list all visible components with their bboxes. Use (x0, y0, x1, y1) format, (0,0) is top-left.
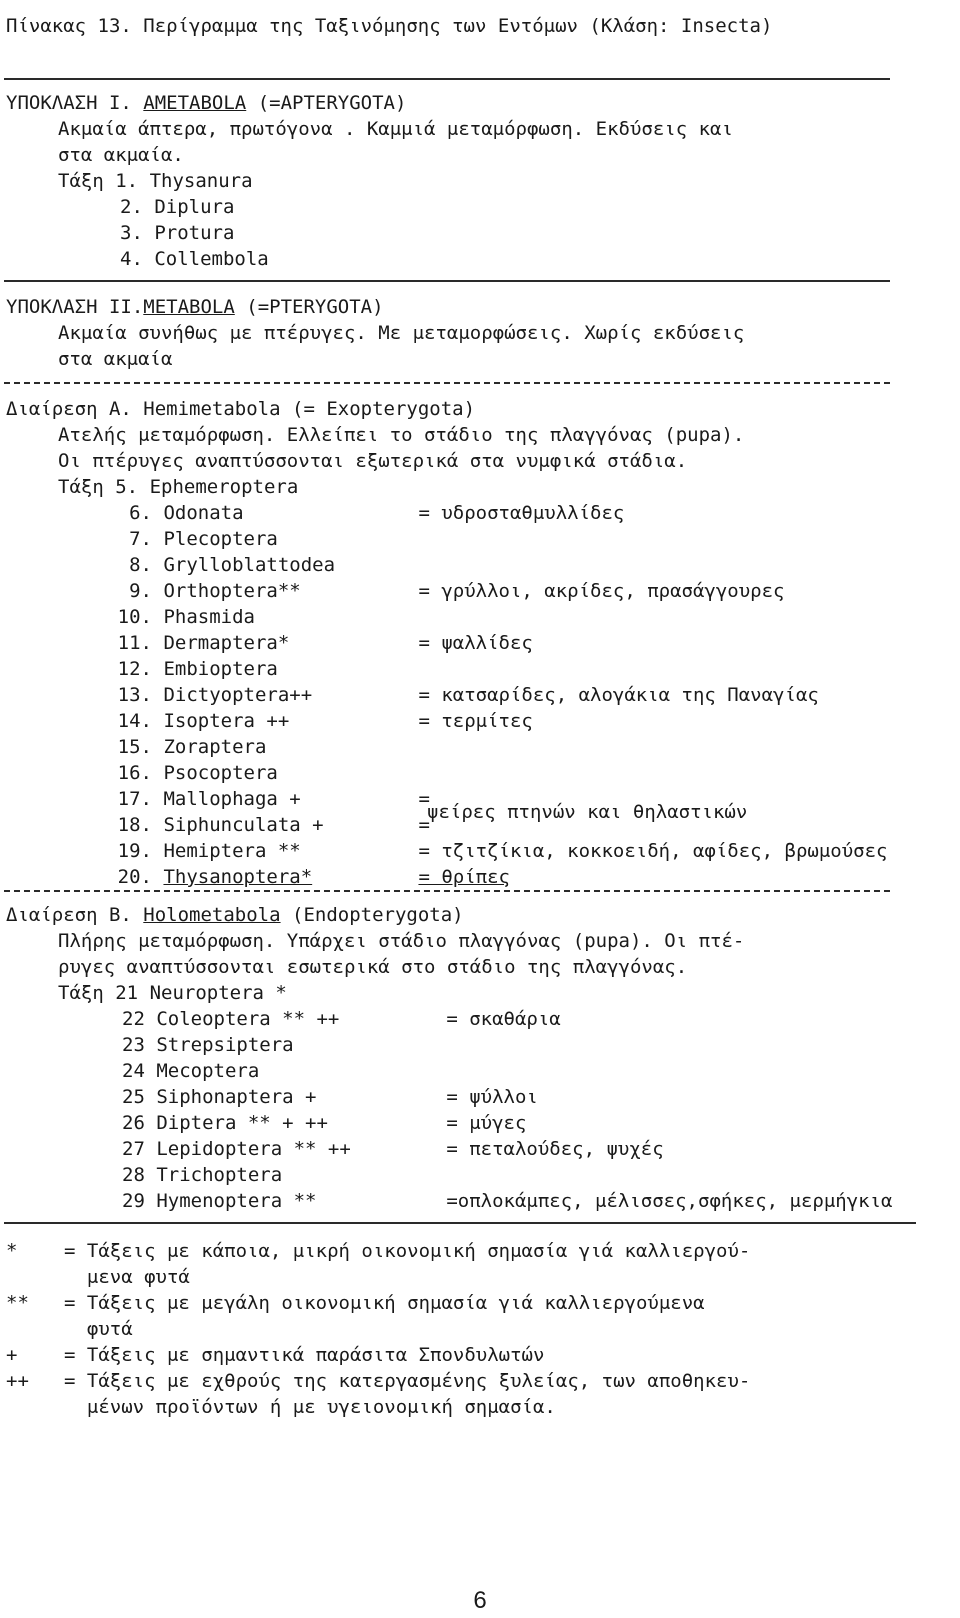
subclass2-name: METABOLA (143, 296, 235, 318)
legend-text: φυτά (64, 1318, 133, 1340)
order-name: Grylloblattodea (163, 554, 336, 576)
subclass1-suffix: (=APTERYGOTA) (257, 92, 407, 114)
legend-symbol: ** (6, 1292, 29, 1314)
order-row (122, 1162, 446, 1188)
legend-text: = Τάξεις με εχθρούς της κατεργασμένης ξυλείας, των αποθηκευ- (64, 1370, 751, 1392)
order-num: 3. (120, 222, 143, 244)
divisionA-heading (6, 396, 475, 422)
order-name: Siphunculata + (163, 814, 324, 836)
order-common: = τερμίτες (418, 710, 533, 732)
legend-text: = Τάξεις με σημαντικά παράσιτα Σπονδυλωτών (64, 1344, 545, 1366)
dashed-rule (4, 382, 890, 384)
order-row (58, 980, 287, 1006)
order-common: = (418, 788, 430, 810)
orders-prefix: Τάξη (58, 982, 104, 1004)
order-num: 18. (117, 814, 152, 836)
order-num: 17. (117, 788, 152, 810)
divisionA-name: Hemimetabola (= Exopterygota) (143, 398, 476, 420)
order-name: Collembola (154, 248, 269, 270)
order-row (120, 220, 234, 246)
order-num: 6. (129, 502, 152, 524)
order-row (112, 838, 887, 864)
order-row (58, 474, 298, 500)
order-name: Lepidoptera ** ++ (156, 1138, 351, 1160)
rule-top (4, 78, 890, 80)
legend-symbol: * (6, 1240, 18, 1262)
order-row (112, 630, 533, 656)
order-name: Orthoptera** (163, 580, 301, 602)
order-common: = (418, 814, 430, 836)
order-common: =οπλοκάμπες, μέλισσες,σφήκες, μερμήγκια (446, 1190, 893, 1212)
order-common: = κατσαρίδες, αλογάκια της Παναγίας (418, 684, 819, 706)
order-name: Embioptera (163, 658, 278, 680)
subclass2-heading (6, 294, 384, 320)
divisionB-desc-2: ρυγες αναπτύσσονται εσωτερικά στο στάδιο της πλαγγόνας. (58, 956, 688, 978)
order-row (112, 578, 785, 604)
divisionA-desc-2: Οι πτέρυγες αναπτύσσονται εξωτερικά στα νυμφικά στάδια. (58, 450, 688, 472)
order-name: Zoraptera (163, 736, 267, 758)
order-name: Strepsiptera (156, 1034, 294, 1056)
order-name: Neuroptera * (149, 982, 287, 1004)
subclass2-desc-1: Ακμαία συνήθως με πτέρυγες. Με μεταμορφώσεις. Χωρίς εκδύσεις (58, 322, 745, 344)
order-num: 5. (115, 476, 139, 498)
order-num: 16. (117, 762, 152, 784)
order-name: Mallophaga + (163, 788, 301, 810)
order-name: Coleoptera ** ++ (156, 1008, 340, 1030)
order-num: 22 (122, 1008, 145, 1030)
order-row (112, 760, 418, 786)
page-number: 6 (473, 1587, 487, 1614)
order-common: = μύγες (446, 1112, 527, 1134)
order-num: 12. (117, 658, 152, 680)
order-name: Phasmida (163, 606, 255, 628)
order-num: 11. (117, 632, 152, 654)
order-name: Hemiptera ** (163, 840, 301, 862)
order-row (112, 604, 418, 630)
order-num: 20. (117, 866, 152, 888)
order-name: Dermaptera* (163, 632, 290, 654)
order-num: 2. (120, 196, 143, 218)
order-name: Hymenoptera ** (156, 1190, 317, 1212)
order-num: 25 (122, 1086, 145, 1108)
orders-prefix: Τάξη (58, 170, 104, 192)
order-name: Trichoptera (156, 1164, 283, 1186)
order-num: 13. (117, 684, 152, 706)
order-common: = σκαθάρια (446, 1008, 561, 1030)
order-name: Psocoptera (163, 762, 278, 784)
order-num: 14. (117, 710, 152, 732)
order-name: Odonata (163, 502, 244, 524)
legend-text: = Τάξεις με μεγάλη οικονομική σημασία γιά καλλιεργούμενα (64, 1292, 705, 1314)
order-row (112, 552, 418, 578)
rule-bottom (4, 1222, 916, 1224)
order-common: = υδροσταθμυλλίδες (418, 502, 625, 524)
subclass2-prefix: ΥΠΟΚΛΑΣΗ ΙΙ. (6, 296, 144, 318)
lice-common-name: ψείρες πτηνών και θηλαστικών (427, 801, 748, 823)
order-row (122, 1084, 538, 1110)
order-name: Ephemeroptera (149, 476, 299, 498)
divisionB-desc-1: Πλήρης μεταμόρφωση. Υπάρχει στάδιο πλαγγόνας (pupa). Οι πτέ- (58, 930, 745, 952)
order-num: 9. (129, 580, 152, 602)
divisionB-name: Holometabola (143, 904, 281, 926)
order-num: 28 (122, 1164, 145, 1186)
subclass1-desc-1: Ακμαία άπτερα, πρωτόγονα . Καμμιά μεταμόρφωση. Εκδύσεις και (58, 118, 733, 140)
order-common: = ψύλλοι (446, 1086, 538, 1108)
order-row (122, 1110, 526, 1136)
rule-subclass (4, 280, 890, 282)
legend-text: μενα φυτά (64, 1266, 190, 1288)
order-row (112, 734, 418, 760)
order-num: 4. (120, 248, 143, 270)
order-common: = ψαλλίδες (418, 632, 533, 654)
order-row (112, 786, 430, 812)
order-row (112, 812, 430, 838)
order-name: Plecoptera (163, 528, 278, 550)
legend-text: = Τάξεις με κάποια, μικρή οικονομική σημασία γιά καλλιεργού- (64, 1240, 751, 1262)
order-name: Siphonaptera + (156, 1086, 317, 1108)
order-row (122, 1006, 561, 1032)
order-num: 15. (117, 736, 152, 758)
order-row (112, 656, 418, 682)
divisionB-suffix: (Endopterygota) (292, 904, 464, 926)
order-num: 7. (129, 528, 152, 550)
order-num: 29 (122, 1190, 145, 1212)
order-row (122, 1136, 664, 1162)
order-common: = πεταλούδες, ψυχές (446, 1138, 664, 1160)
order-row (120, 246, 269, 272)
divisionB-prefix: Διαίρεση Β. (6, 904, 132, 926)
order-name: Protura (154, 222, 235, 244)
order-row (112, 526, 418, 552)
table-title: Πίνακας 13. Περίγραμμα της Ταξινόμησης των Εντόμων (Κλάση: Insecta) (6, 15, 773, 37)
order-common: = γρύλλοι, ακρίδες, πρασάγγουρες (418, 580, 785, 602)
order-name: Thysanoptera* (163, 866, 313, 888)
order-row (112, 864, 510, 890)
subclass1-prefix: ΥΠΟΚΛΑΣΗ Ι. (6, 92, 132, 114)
subclass2-suffix: (=PTERYGOTA) (246, 296, 384, 318)
order-num: 27 (122, 1138, 145, 1160)
divisionB-heading (6, 902, 464, 928)
order-row (122, 1058, 446, 1084)
order-num: 1. (115, 170, 139, 192)
order-row (122, 1032, 446, 1058)
divisionA-prefix: Διαίρεση Α. (6, 398, 132, 420)
divisionA-desc-1: Ατελής μεταμόρφωση. Ελλείπει το στάδιο της πλαγγόνας (pupa). (58, 424, 745, 446)
order-num: 23 (122, 1034, 145, 1056)
order-num: 8. (129, 554, 152, 576)
order-row (122, 1188, 892, 1214)
order-num: 24 (122, 1060, 145, 1082)
order-num: 26 (122, 1112, 145, 1134)
order-name: Isoptera ++ (163, 710, 290, 732)
order-num: 21 (115, 982, 139, 1004)
legend-symbol: ++ (6, 1370, 29, 1392)
order-row (112, 682, 819, 708)
subclass2-desc-2: στα ακμαία (58, 348, 173, 370)
order-name: Thysanura (149, 170, 253, 192)
order-row (120, 194, 234, 220)
order-row (112, 500, 624, 526)
legend-symbol: + (6, 1344, 18, 1366)
order-name: Dictyoptera++ (163, 684, 313, 706)
order-row (112, 708, 533, 734)
order-row (58, 168, 253, 194)
legend-text: μένων προϊόντων ή με υγειονομική σημασία. (64, 1396, 556, 1418)
dashed-rule (4, 890, 890, 892)
order-name: Diplura (154, 196, 235, 218)
order-num: 19. (117, 840, 152, 862)
order-name: Mecoptera (156, 1060, 260, 1082)
order-num: 10. (117, 606, 152, 628)
subclass1-heading (6, 90, 406, 116)
subclass1-name: AMETABOLA (143, 92, 247, 114)
order-common: = θρίπες (418, 866, 510, 888)
orders-prefix: Τάξη (58, 476, 104, 498)
subclass1-desc-2: στα ακμαία. (58, 144, 184, 166)
order-name: Diptera ** + ++ (156, 1112, 328, 1134)
order-common: = τζιτζίκια, κοκκοειδή, αφίδες, βρωμούσες (418, 840, 888, 862)
